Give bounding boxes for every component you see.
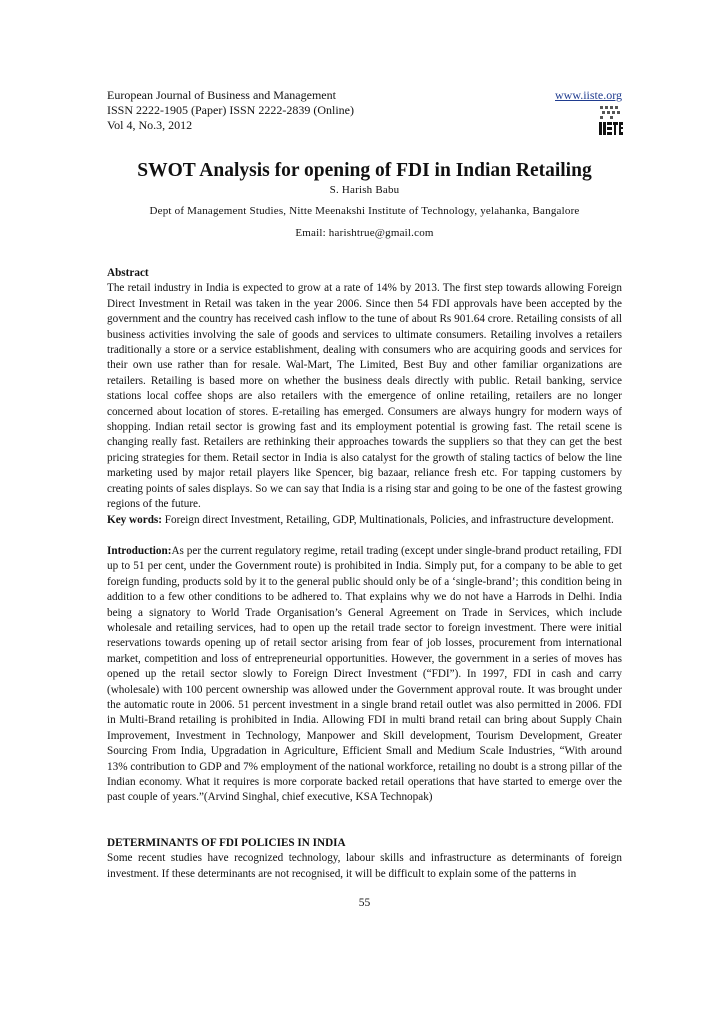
author-affiliation: Dept of Management Studies, Nitte Meenakshi Institute of Technology, yelahanka, Bangalore <box>149 205 580 217</box>
introduction-text: As per the current regulatory regime, retail trading (except under single-brand product retailing, FDI up to 51 per cent, under the Government route) is prohibited in India. Simply put, for a company to be able to get foreign funding, products sold by it to the general public should only be of a ‘single-brand’; this condition being in addition to a few other conditions to be adhered to. That explains why we do not have a Harrods in Delhi. India being a signatory to World Trade Organisation’s General Agreement on Trade in Services, which include wholesale and retailing services, had to open up the retail trade sector to foreign investment. There were initial reservations towards opening up of retail sector arising from fear of job losses, procurement from international market, competition and loss of entrepreneurial opportunities. However, the government in a series of moves has opened up the retail sector slowly to Foreign Direct Investment (“FDI”). In 1997, FDI in cash and carry (wholesale) with 100 percent ownership was allowed under the Government approval route. It was brought under the automatic route in 2006. 51 percent investment in a single brand retail outlet was also permitted in 2006. FDI in Multi-Brand retailing is prohibited in India. Allowing FDI in multi brand retail can bring about Supply Chain Improvement, Investment in Technology, Manpower and Skill development, Tourism Development, Greater Sourcing From India, Upgradation in Agriculture, Efficient Small and Medium Scale Industries, “With around 13% contribution to GDP and 7% employment of the national workforce, retailing no doubt is a strong pillar of the Indian economy. What it requires is more corporate backed retail operations that have started to emerge over the past couple of years.”(Arvind Singhal, chief executive, KSA Technopak) <box>107 544 622 804</box>
keywords-text: Foreign direct Investment, Retailing, GDP, Multinationals, Policies, and infrastructure development. <box>164 513 614 526</box>
keywords-paragraph <box>107 513 622 528</box>
page-number: 55 <box>358 897 371 909</box>
volume-line: Vol 4, No.3, 2012 <box>107 118 193 132</box>
paper-title: SWOT Analysis for opening of FDI in Indian Retailing <box>137 160 592 181</box>
journal-url-link[interactable]: www.iiste.org <box>555 88 622 102</box>
journal-header <box>107 88 622 133</box>
section-spacer <box>107 806 622 836</box>
determinants-heading: DETERMINANTS OF FDI POLICIES IN INDIA <box>107 836 346 849</box>
keywords-label: Key words: <box>107 513 162 526</box>
iiste-logo <box>598 106 624 136</box>
issn-line: ISSN 2222-1905 (Paper) ISSN 2222-2839 (Online) <box>107 103 354 117</box>
abstract-text: The retail industry in India is expected to grow at a rate of 14% by 2013. The first step towards allowing Foreign Direct Investment in Retail was taken in the year 2006. Since then 54 FDI approvals have been accepted by the government and the country has received cash inflow to the tune of about Rs 901.64 crore. Retailing consists of all business activities involving the sale of goods and services to ultimate consumers. Retailing involves a retailers traditionally a store or a service establishment, dealing with consumers who are acquiring goods and services for their own use rather than for resale. Wal-Mart, The Limited, Best Buy and other familiar organizations are retailers. Retailing is based more on whether the business deals directly with public. Retail banking, service stations local coffee shops are also retailers with the emergence of online retailing, retailers are no longer concerned about location of stores. E-retailing has emerged. Consumers are always hungry for modern ways of shopping. Indian retail sector is growing fast and its employment potential is growing fast. The retail scene is changing really fast. Retailers are rethinking their approaches towards the suppliers so that they can get the best pricing strategies for them. Retail sector in India is also catalyst for the growth of staling tactics of below the line marketing used by major retail players like Spencer, big bazaar, reliance fresh etc. For tapping customers by creating points of sales displays. So we can say that India is a rising star and going to be one of the fastest growing regions of the future. <box>107 282 622 511</box>
introduction-heading: Introduction: <box>107 544 172 557</box>
abstract-heading: Abstract <box>107 267 149 279</box>
author-name: S. Harish Babu <box>329 184 400 196</box>
journal-name: European Journal of Business and Management <box>107 88 336 102</box>
author-email: Email: harishtrue@gmail.com <box>295 227 434 239</box>
paper-body <box>107 266 622 882</box>
section-spacer <box>107 528 622 544</box>
introduction-paragraph <box>107 544 622 806</box>
determinants-text: Some recent studies have recognized technology, labour skills and infrastructure as determinants of foreign investment. If these determinants are not recognised, it will be difficult to explain some of the patterns in <box>107 852 622 880</box>
